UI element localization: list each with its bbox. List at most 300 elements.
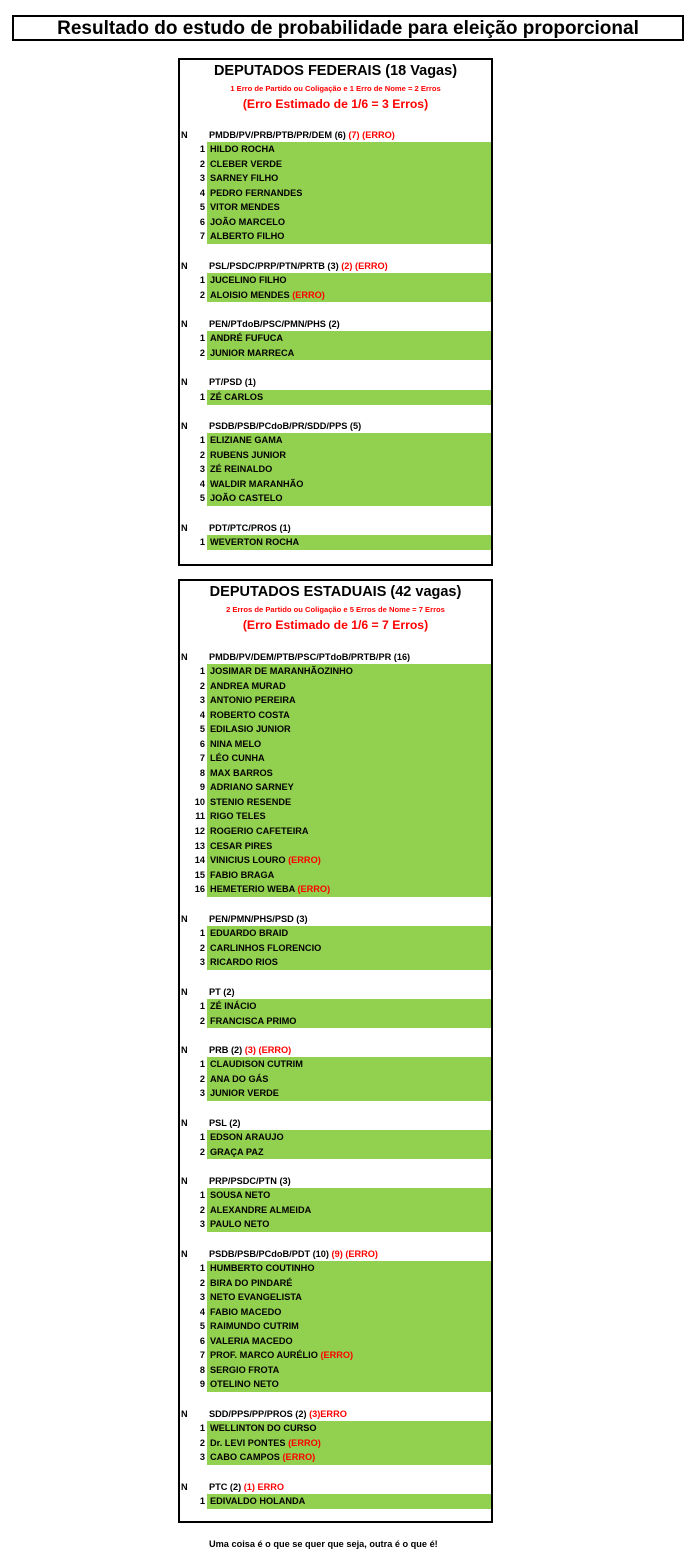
candidate-list	[180, 535, 491, 550]
candidate-number: 1	[199, 1190, 205, 1200]
coalition-header	[180, 259, 491, 273]
candidate-name-text: JOSIMAR DE MARANHÃOZINHO	[210, 666, 353, 676]
candidate-row	[180, 853, 491, 868]
candidate-name	[210, 1334, 293, 1349]
candidate-number: 2	[199, 289, 205, 300]
candidate-name	[210, 1203, 311, 1218]
coalition-header	[180, 912, 491, 926]
candidate-name	[210, 200, 280, 215]
candidate-name	[210, 679, 286, 694]
coalition-header	[180, 650, 491, 664]
candidate-name	[210, 1450, 315, 1465]
candidate-number: 4	[199, 709, 205, 720]
candidate-name-text: SOUSA NETO	[210, 1190, 271, 1200]
candidate-name-text: JUCELINO FILHO	[210, 275, 287, 285]
candidate-name-text: ELIZIANE GAMA	[210, 435, 283, 445]
candidate-name-text: JOÃO MARCELO	[210, 216, 286, 227]
candidate-name	[210, 535, 299, 550]
coalition-name: PT/PSD (1)	[209, 377, 256, 387]
candidate-row	[180, 1188, 491, 1203]
coalition-note: (3)ERRO	[309, 1409, 347, 1419]
candidate-number: 1	[199, 333, 205, 343]
footer-quote: Uma coisa é o que se quer que seja, outra é o que é!	[209, 1539, 438, 1549]
candidate-name-text: LÉO CUNHA	[210, 753, 265, 764]
candidate-list	[180, 664, 491, 897]
candidate-name-text: VALERIA MACEDO	[210, 1335, 293, 1346]
candidate-row	[180, 795, 491, 810]
coalition-header	[180, 1043, 491, 1057]
error-flag: (ERRO)	[297, 884, 331, 895]
candidate-name	[210, 157, 282, 172]
candidate-name-text: ANTONIO PEREIRA	[210, 695, 296, 706]
candidate-name-text: Dr. LEVI PONTES	[210, 1437, 286, 1448]
candidate-name-text: EDILASIO JUNIOR	[210, 724, 291, 735]
candidate-name	[210, 999, 256, 1014]
candidate-name-text: WELLINTON DO CURSO	[210, 1423, 317, 1433]
n-label: N	[181, 1409, 188, 1419]
candidate-number: 5	[199, 202, 205, 213]
candidate-name-text: JUNIOR MARRECA	[210, 347, 295, 358]
candidate-row	[180, 1217, 491, 1232]
candidate-row	[180, 1290, 491, 1305]
candidate-name	[210, 1014, 296, 1029]
candidate-name-text: NINA MELO	[210, 738, 262, 749]
coalition-header	[180, 1174, 491, 1188]
candidate-number: 9	[199, 1379, 205, 1390]
candidate-number: 14	[194, 855, 205, 866]
candidate-number: 3	[199, 695, 205, 706]
candidate-name	[210, 1072, 268, 1087]
candidate-row	[180, 171, 491, 186]
coalition-header	[180, 375, 491, 389]
candidate-name	[210, 809, 266, 824]
candidate-name-text: ROBERTO COSTA	[210, 709, 290, 720]
candidate-name	[210, 1494, 305, 1509]
candidate-name-text: PROF. MARCO AURÉLIO	[210, 1350, 318, 1361]
n-label: N	[181, 261, 188, 271]
coalition-name: PRP/PSDC/PTN (3)	[209, 1176, 291, 1186]
candidate-row	[180, 1334, 491, 1349]
candidate-name	[210, 722, 291, 737]
candidate-list	[180, 273, 491, 302]
n-label: N	[181, 1249, 188, 1259]
coalition-header	[180, 128, 491, 142]
panel-subtitle: 1 Erro de Partido ou Coligação e 1 Erro de Nome = 2 Erros	[230, 84, 441, 93]
candidate-name	[210, 331, 283, 346]
candidate-name-text: ANDREA MURAD	[210, 680, 286, 691]
candidate-list	[180, 142, 491, 244]
candidate-row	[180, 737, 491, 752]
candidate-name-text: CESAR PIRES	[210, 840, 273, 851]
candidate-number: 12	[194, 826, 205, 837]
coalition-header	[180, 521, 491, 535]
candidate-name-text: CLAUDISON CUTRIM	[210, 1059, 303, 1069]
candidate-name-text: SERGIO FROTA	[210, 1364, 280, 1375]
candidate-name-text: WEVERTON ROCHA	[210, 537, 300, 547]
state-deputies-panel	[178, 579, 493, 1523]
candidate-number: 3	[199, 464, 205, 475]
candidate-number: 1	[199, 537, 205, 547]
candidate-number: 6	[199, 738, 205, 749]
candidate-row	[180, 1377, 491, 1392]
candidate-name	[210, 215, 285, 230]
candidate-name	[210, 766, 273, 781]
candidate-name-text: EDUARDO BRAID	[210, 928, 289, 938]
candidate-name-text: JUNIOR VERDE	[210, 1088, 279, 1099]
candidate-name-text: RICARDO RIOS	[210, 957, 278, 968]
candidate-number: 2	[199, 1437, 205, 1448]
candidate-row	[180, 1276, 491, 1291]
candidate-list	[180, 433, 491, 506]
candidate-row	[180, 955, 491, 970]
candidate-name-text: GRAÇA PAZ	[210, 1146, 264, 1157]
candidate-list	[180, 926, 491, 970]
candidate-list	[180, 1057, 491, 1101]
candidate-number: 2	[199, 1146, 205, 1157]
candidate-name	[210, 664, 353, 679]
coalition-header	[180, 1247, 491, 1261]
candidate-name-text: ANA DO GÁS	[210, 1073, 269, 1084]
candidate-row	[180, 1436, 491, 1451]
candidate-row	[180, 215, 491, 230]
candidate-row	[180, 1450, 491, 1465]
candidate-row	[180, 535, 491, 550]
candidate-number: 5	[199, 493, 205, 504]
candidate-name	[210, 273, 287, 288]
n-label: N	[181, 377, 188, 387]
candidate-name-text: FABIO BRAGA	[210, 869, 275, 880]
candidate-name-text: CABO CAMPOS	[210, 1452, 280, 1463]
coalition-name: PSDB/PSB/PCdoB/PDT (10) (9) (ERRO)	[209, 1249, 378, 1259]
candidate-number: 1	[199, 1059, 205, 1069]
candidate-list	[180, 1130, 491, 1159]
candidate-name	[210, 955, 278, 970]
coalition-name: PDT/PTC/PROS (1)	[209, 523, 291, 533]
candidate-list	[180, 1188, 491, 1232]
coalition-note: (2) (ERRO)	[341, 261, 388, 271]
n-label: N	[181, 421, 188, 431]
coalition-name: PSL (2)	[209, 1118, 241, 1128]
candidate-name-text: STENIO RESENDE	[210, 796, 292, 807]
candidate-row	[180, 722, 491, 737]
candidate-name	[210, 186, 302, 201]
candidate-number: 16	[194, 884, 205, 895]
candidate-number: 1	[199, 275, 205, 285]
candidate-name-text: ADRIANO SARNEY	[210, 782, 294, 793]
candidate-row	[180, 1319, 491, 1334]
candidate-number: 8	[199, 1364, 205, 1375]
candidate-name	[210, 1290, 302, 1305]
candidate-row	[180, 780, 491, 795]
candidate-name-text: RUBENS JUNIOR	[210, 449, 287, 460]
candidate-name-text: BIRA DO PINDARÉ	[210, 1277, 293, 1288]
candidate-name-text: HEMETERIO WEBA	[210, 884, 295, 895]
candidate-name-text: ANDRÉ FUFUCA	[210, 333, 283, 343]
coalition-name: SDD/PPS/PP/PROS (2) (3)ERRO	[209, 1409, 347, 1419]
candidate-number: 2	[199, 449, 205, 460]
candidate-number: 1	[199, 1132, 205, 1142]
error-flag: (ERRO)	[282, 1452, 316, 1463]
candidate-name	[210, 229, 284, 244]
candidate-row	[180, 941, 491, 956]
candidate-name	[210, 1188, 270, 1203]
coalition-header	[180, 985, 491, 999]
candidate-number: 1	[199, 1001, 205, 1011]
coalition-name: PRB (2) (3) (ERRO)	[209, 1045, 292, 1055]
candidate-name	[210, 1363, 279, 1378]
candidate-list	[180, 390, 491, 405]
candidate-number: 4	[199, 478, 205, 489]
candidate-name	[210, 868, 274, 883]
candidate-name	[210, 1436, 321, 1451]
candidate-row	[180, 1261, 491, 1276]
candidate-name	[210, 882, 330, 897]
candidate-number: 2	[199, 1073, 205, 1084]
candidate-number: 1	[199, 1423, 205, 1433]
candidate-name-text: RAIMUNDO CUTRIM	[210, 1321, 299, 1332]
candidate-number: 6	[199, 1335, 205, 1346]
candidate-number: 3	[199, 1219, 205, 1230]
candidate-name-text: ALEXANDRE ALMEIDA	[210, 1204, 312, 1215]
candidate-row	[180, 229, 491, 244]
candidate-number: 1	[199, 666, 205, 676]
error-flag: (ERRO)	[288, 855, 321, 866]
coalition-header	[180, 317, 491, 331]
coalition-header	[180, 1407, 491, 1421]
candidate-name-text: VITOR MENDES	[210, 202, 280, 213]
candidate-number: 5	[199, 1321, 205, 1332]
candidate-name	[210, 1057, 303, 1072]
candidate-name-text: ALOISIO MENDES	[210, 289, 290, 300]
candidate-row	[180, 1145, 491, 1160]
candidate-row	[180, 462, 491, 477]
candidate-row	[180, 448, 491, 463]
error-flag: (ERRO)	[288, 1437, 321, 1448]
candidate-row	[180, 390, 491, 405]
n-label: N	[181, 914, 188, 924]
federal-deputies-panel	[178, 58, 493, 566]
candidate-name	[210, 1421, 317, 1436]
candidate-row	[180, 1421, 491, 1436]
candidate-row	[180, 679, 491, 694]
candidate-number: 9	[199, 782, 205, 793]
candidate-number: 15	[194, 869, 205, 880]
candidate-row	[180, 1363, 491, 1378]
panel-estimate: (Erro Estimado de 1/6 = 3 Erros)	[242, 97, 429, 111]
n-label: N	[181, 987, 188, 997]
candidate-name	[210, 1130, 284, 1145]
candidate-row	[180, 999, 491, 1014]
candidate-name	[210, 462, 272, 477]
candidate-name	[210, 780, 294, 795]
candidate-number: 11	[195, 811, 205, 822]
candidate-row	[180, 1130, 491, 1145]
n-label: N	[181, 1176, 188, 1186]
candidate-name-text: EDSON ARAUJO	[210, 1132, 284, 1142]
n-label: N	[181, 130, 188, 140]
candidate-number: 7	[199, 753, 205, 764]
candidate-name	[210, 477, 303, 492]
candidate-name-text: ZÉ INÁCIO	[210, 1001, 257, 1011]
candidate-number: 7	[199, 231, 205, 242]
candidate-list	[180, 1494, 491, 1509]
candidate-row	[180, 331, 491, 346]
panel-title: DEPUTADOS ESTADUAIS (42 vagas)	[209, 584, 462, 600]
candidate-number: 8	[199, 767, 205, 778]
candidate-row	[180, 926, 491, 941]
candidate-name	[210, 926, 288, 941]
candidate-name	[210, 433, 282, 448]
candidate-name	[210, 171, 278, 186]
candidate-name-text: PAULO NETO	[210, 1219, 270, 1230]
coalition-name: PTC (2) (1) ERRO	[209, 1482, 285, 1492]
candidate-name-text: ZÉ CARLOS	[210, 392, 264, 402]
candidate-name-text: ALBERTO FILHO	[210, 231, 285, 242]
candidate-number: 13	[194, 840, 205, 851]
candidate-row	[180, 868, 491, 883]
coalition-header	[180, 419, 491, 433]
candidate-number: 1	[199, 1263, 205, 1273]
coalition-name: PSDB/PSB/PCdoB/PR/SDD/PPS (5)	[209, 421, 362, 431]
candidate-name-text: VINICIUS LOURO	[210, 855, 289, 866]
candidate-number: 1	[199, 1496, 205, 1506]
error-flag: (ERRO)	[292, 289, 325, 300]
candidate-name-text: NETO EVANGELISTA	[210, 1292, 302, 1303]
candidate-row	[180, 200, 491, 215]
candidate-number: 4	[199, 187, 205, 198]
candidate-list	[180, 1261, 491, 1392]
coalition-note: (7) (ERRO)	[348, 130, 395, 140]
page-title: Resultado do estudo de probabilidade para eleição proporcional	[12, 15, 684, 41]
coalition-note: (9) (ERRO)	[331, 1249, 378, 1259]
candidate-row	[180, 491, 491, 506]
candidate-name	[210, 751, 265, 766]
candidate-row	[180, 1203, 491, 1218]
candidate-name-text: FRANCISCA PRIMO	[210, 1015, 297, 1026]
candidate-name	[210, 1276, 292, 1291]
candidate-name-text: EDIVALDO HOLANDA	[210, 1496, 306, 1506]
candidate-name	[210, 142, 275, 157]
candidate-row	[180, 809, 491, 824]
candidate-number: 2	[199, 1277, 205, 1288]
candidate-row	[180, 664, 491, 679]
candidate-name	[210, 346, 294, 361]
candidate-number: 2	[199, 347, 205, 358]
candidate-number: 1	[199, 392, 205, 402]
candidate-name	[210, 824, 309, 839]
candidate-number: 2	[199, 680, 205, 691]
candidate-name-text: HUMBERTO COUTINHO	[210, 1263, 315, 1273]
candidate-number: 3	[199, 1088, 205, 1099]
candidate-name-text: WALDIR MARANHÃO	[210, 478, 304, 489]
coalition-name: PMDB/PV/DEM/PTB/PSC/PTdoB/PRTB/PR (16)	[209, 652, 411, 662]
candidate-row	[180, 433, 491, 448]
candidate-number: 2	[199, 1015, 205, 1026]
coalition-note: (3) (ERRO)	[244, 1045, 292, 1055]
candidate-number: 3	[199, 173, 205, 184]
candidate-number: 1	[199, 435, 205, 445]
candidate-number: 2	[199, 158, 205, 169]
candidate-name	[210, 1377, 279, 1392]
candidate-name	[210, 448, 286, 463]
candidate-name	[210, 708, 290, 723]
candidate-name	[210, 795, 291, 810]
candidate-name	[210, 941, 321, 956]
candidate-name-text: OTELINO NETO	[210, 1379, 279, 1390]
candidate-row	[180, 273, 491, 288]
error-flag: (ERRO)	[320, 1350, 354, 1361]
candidate-name-text: RIGO TELES	[210, 811, 266, 822]
n-label: N	[181, 1045, 188, 1055]
candidate-name	[210, 693, 296, 708]
n-label: N	[181, 652, 188, 662]
candidate-row	[180, 1348, 491, 1363]
candidate-row	[180, 1305, 491, 1320]
candidate-row	[180, 157, 491, 172]
candidate-number: 3	[199, 1292, 205, 1303]
n-label: N	[181, 523, 188, 533]
candidate-name	[210, 1086, 279, 1101]
candidate-name-text: JOÃO CASTELO	[210, 493, 283, 504]
candidate-number: 10	[194, 796, 205, 807]
candidate-number: 1	[199, 144, 205, 154]
candidate-name-text: ZÉ REINALDO	[210, 464, 273, 475]
candidate-name-text: ROGERIO CAFETEIRA	[210, 826, 309, 837]
candidate-row	[180, 1057, 491, 1072]
coalition-header	[180, 1480, 491, 1494]
candidate-name	[210, 390, 263, 405]
candidate-name	[210, 1348, 353, 1363]
candidate-row	[180, 1014, 491, 1029]
candidate-row	[180, 346, 491, 361]
candidate-name	[210, 491, 283, 506]
candidate-name-text: CLEBER VERDE	[210, 158, 282, 169]
n-label: N	[181, 1118, 188, 1128]
candidate-row	[180, 1494, 491, 1509]
candidate-row	[180, 751, 491, 766]
candidate-row	[180, 708, 491, 723]
candidate-name	[210, 288, 325, 303]
candidate-name	[210, 839, 272, 854]
coalition-name: PEN/PMN/PHS/PSD (3)	[209, 914, 308, 924]
candidate-row	[180, 839, 491, 854]
candidate-number: 2	[199, 1204, 205, 1215]
candidate-name-text: MAX BARROS	[210, 767, 273, 778]
candidate-number: 7	[199, 1350, 205, 1361]
coalition-name: PMDB/PV/PRB/PTB/PR/DEM (6) (7) (ERRO)	[209, 130, 395, 140]
candidate-row	[180, 824, 491, 839]
candidate-name-text: SARNEY FILHO	[210, 173, 279, 184]
candidate-list	[180, 999, 491, 1028]
candidate-name-text: FABIO MACEDO	[210, 1306, 282, 1317]
candidate-number: 6	[199, 216, 205, 227]
panel-estimate: (Erro Estimado de 1/6 = 7 Erros)	[242, 618, 429, 632]
coalition-name: PT (2)	[209, 987, 235, 997]
panel-title: DEPUTADOS FEDERAIS (18 Vagas)	[213, 63, 458, 79]
candidate-row	[180, 1072, 491, 1087]
candidate-row	[180, 1086, 491, 1101]
candidate-name	[210, 1319, 299, 1334]
candidate-name-text: PEDRO FERNANDES	[210, 187, 303, 198]
candidate-list	[180, 331, 491, 360]
candidate-row	[180, 186, 491, 201]
coalition-header	[180, 1116, 491, 1130]
candidate-row	[180, 477, 491, 492]
candidate-number: 3	[199, 1452, 205, 1463]
candidate-number: 1	[199, 928, 205, 938]
candidate-row	[180, 288, 491, 303]
candidate-name	[210, 1305, 281, 1320]
